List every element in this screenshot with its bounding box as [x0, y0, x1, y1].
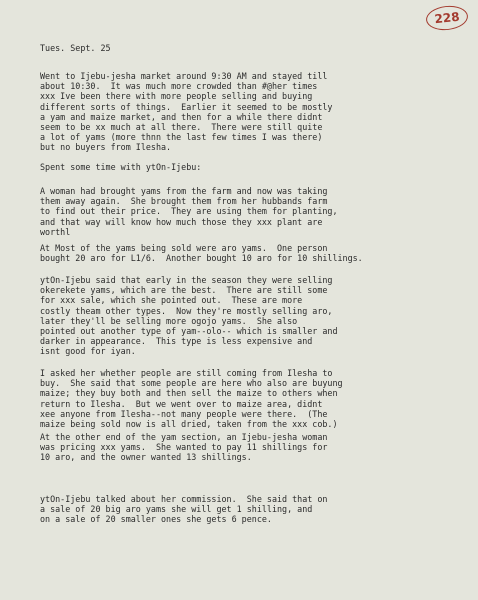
page-number-stamp: 228 — [425, 4, 469, 32]
text-line: ytOn-Ijebu talked about her commission. She said that on — [40, 494, 328, 504]
text-line: and that way will know how much those they xxx plant are — [40, 216, 323, 227]
text-line: pointed out another type of yam--olo-- which is smaller and — [40, 326, 338, 336]
text-line: At Most of the yams being sold were aro yams. One person — [40, 243, 328, 253]
text-line: costly theam other types. Now they're mostly selling aro, — [40, 305, 333, 316]
text-line: buy. She said that some people are here who also are buyung — [40, 378, 343, 389]
text-line: maize being sold now is all dried, taken from the xxx cob.) — [40, 419, 338, 429]
text-line: darker in appearance. This type is less expensive and — [40, 336, 313, 347]
text-line: ytOn-Ijebu said that early in the season they were selling — [40, 275, 333, 285]
text-line: a sale of 20 big aro yams she will get 1 shilling, and — [40, 504, 313, 515]
text-line: 10 aro, and the owner wanted 13 shillings. — [40, 452, 252, 463]
text-line: Spent some time with ytOn-Ijebu: — [40, 162, 202, 172]
text-line: maize; they buy both and then sell the maize to others when — [40, 388, 338, 399]
text-line: seem to be xx much at all there. There were still quite — [40, 122, 323, 132]
text-line: At the other end of the yam section, an Ijebu-jesha woman — [40, 432, 328, 442]
text-line: to find out their price. They are using them for planting, — [40, 206, 338, 217]
text-line: A woman had brought yams from the farm and now was taking — [40, 186, 328, 196]
text-line: about 10:30. It was much more crowded than #@her times — [40, 81, 318, 92]
text-line: on a sale of 20 smaller ones she gets 6 pence. — [40, 514, 272, 525]
text-line: for xxx sale, which she pointed out. These are more — [40, 295, 303, 306]
text-line: later they'll be selling more ogojo yams. She also — [40, 315, 298, 326]
text-line: a yam and maize market, and then for a while there didnt — [40, 111, 323, 122]
text-line: bought 20 aro for L1/6. Another bought 10 aro for 10 shillings. — [40, 253, 363, 264]
text-line: okerekete yams, which are the best. There are still some — [40, 285, 328, 296]
text-line: them away again. She brought them from her hubbands farm — [40, 196, 328, 207]
date-heading: Tues. Sept. 25 — [40, 43, 111, 53]
text-line: worthl — [40, 226, 71, 237]
text-line: xxx Ive been there with more people selling and buying — [40, 91, 313, 102]
text-line: isnt good for iyan. — [40, 346, 136, 357]
text-line: I asked her whether people are still coming from Ilesha to — [40, 368, 333, 378]
text-line: return to Ilesha. But we went over to maize area, didnt — [40, 398, 323, 409]
text-line: different sorts of things. Earlier it seemed to be mostly — [40, 101, 333, 112]
text-line: xee anyone from Ilesha--not many people were there. (The — [40, 408, 328, 419]
text-line: Went to Ijebu-jesha market around 9:30 AM and stayed till — [40, 71, 328, 81]
text-line: was pricing xxx yams. She wanted to pay 11 shillings for — [40, 442, 328, 453]
text-line: but no buyers from Ilesha. — [40, 142, 172, 153]
text-line: a lot of yams (more thnn the last few times I was there) — [40, 132, 323, 143]
